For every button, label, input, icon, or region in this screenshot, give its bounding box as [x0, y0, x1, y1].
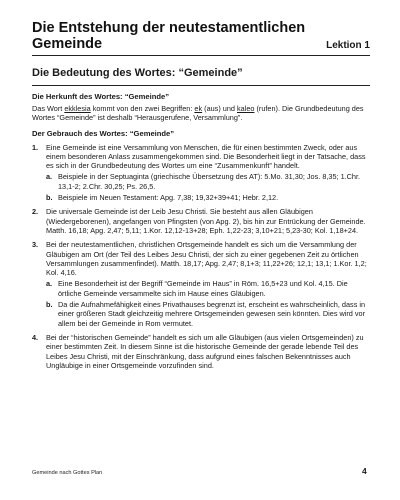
- section-rule: [32, 85, 370, 86]
- item-number: 3.: [32, 240, 39, 250]
- sub-item: [46, 279, 370, 298]
- list-item: [32, 143, 370, 203]
- sub-list: [46, 172, 370, 202]
- list-item: [32, 333, 370, 370]
- page-content: [32, 20, 370, 375]
- sub-letter: a.: [46, 172, 53, 182]
- item-number: 2.: [32, 207, 39, 217]
- sub-letter: a.: [46, 279, 53, 289]
- title-row: [32, 36, 370, 52]
- item-text: Bei der neutestamentlichen, christlichen Ortsgemeinde handelt es sich um die Versammlung der Gläubigen am Ort (der Teil des Leibes Jesu Christi, der sich zu einer gegebenen Zeit zu örtlichen Versammlungen zusammenfindet). Matth. 18,17; Apg. 2,47; 8,1+3; 11,22+26; 12,1; 13,1; 1.Kor. 1,2; Kol. 4,16.: [46, 240, 367, 278]
- sub-text: Eine Besonderheit ist der Begriff “Gemeinde im Haus” in Röm. 16,5+23 und Kol. 4,15. Die örtliche Gemeinde versammelte sich im Hause eines Gläubigen.: [58, 279, 348, 298]
- title-rule: [32, 55, 370, 56]
- sub-item: [46, 172, 370, 191]
- list-item: [32, 240, 370, 328]
- item-number: 4.: [32, 332, 39, 342]
- usage-list: [32, 143, 370, 371]
- sub-item: [46, 193, 370, 202]
- lesson-label: Lektion 1: [326, 40, 370, 51]
- sub-text: Da die Aufnahmefähigkeit eines Privathauses begrenzt ist, erscheint es wahrscheinlich, dass in einer größeren Stadt gleichzeitig mehrere Ortsgemeinden gewesen sein könnten. Dies wird vor allem bei der Gemeinde in Rom vermutet.: [58, 300, 366, 328]
- sub-text: Beispiele im Neuen Testament: Apg. 7,38; 19,32+39+41; Hebr. 2,12.: [58, 193, 279, 203]
- item-text: Eine Gemeinde ist eine Versammlung von Menschen, die für einen bestimmten Zweck, oder aus einem besonderen Anlass zusammengekommen sind. Die Besonderheit liegt in der Tatsache, dass es sich in der Grundbedeutung des Wortes um eine “Zusammenkunft” handelt.: [46, 142, 366, 171]
- word-ek: ek: [194, 104, 203, 113]
- item-text: Die universale Gemeinde ist der Leib Jesu Christi. Sie besteht aus allen Gläubigen (Wiedergeborenen), angefangen von Pfingsten (von Apg. 2), bis hin zur Entrückung der Gemeinde. Matth. 16,18; Apg. 2,47; 5,11; 1.Kor. 12,12-13+28; Eph. 1,22-23; 3,10+21; 5,23-30; Kol. 1,18+24.: [46, 207, 366, 235]
- word-ekklesia: ekklesia: [64, 104, 91, 113]
- item-number: 1.: [32, 142, 39, 152]
- sub-letter: b.: [46, 193, 53, 203]
- word-kaleo: kaleo: [237, 104, 255, 113]
- section-heading: Die Bedeutung des Wortes: “Gemeinde”: [32, 67, 243, 79]
- list-item: [32, 207, 370, 235]
- sub-text: Beispiele in der Septuaginta (griechische Übersetzung des AT): 5.Mo. 31,30; Jos. 8,35; 1.Chr. 13,1-2; 2.Chr. 30,25; Ps. 26,5.: [58, 172, 361, 191]
- page-number: 4: [362, 466, 367, 476]
- sub-item: [46, 300, 370, 328]
- item-text: Bei der “historischen Gemeinde” handelt es sich um alle Gläubigen (aus vielen Ortsgemeinden) zu einer bestimmten Zeit. In diesem Sinne ist die historische Gemeinde der gerade lebende Teil des Leibes Jesu Christi, mit der Einschränkung, dass aufgrund eines falschen Bekenntnisses auch Ungläubige in einer Ortsgemeinde vorzufinden sind.: [46, 332, 364, 370]
- sub-letter: b.: [46, 300, 53, 310]
- document-title-line2: Gemeinde: [32, 36, 103, 52]
- sub-list: [46, 279, 370, 327]
- usage-heading: Der Gebrauch des Wortes: “Gemeinde”: [32, 128, 175, 138]
- document-title-line1: Die Entstehung der neutestamentlichen: [32, 20, 306, 36]
- origin-paragraph: Das Wort ekklesia kommt von den zwei Begriffen: ek (aus) und kaleo (rufen). Die Grundbedeutung des Wortes “Gemeinde” ist deshalb “Herausgerufene, Versammlung”.: [32, 104, 364, 123]
- footer-book-title: Gemeinde nach Gottes Plan: [32, 470, 103, 476]
- origin-heading: Die Herkunft des Wortes: “Gemeinde”: [32, 92, 169, 101]
